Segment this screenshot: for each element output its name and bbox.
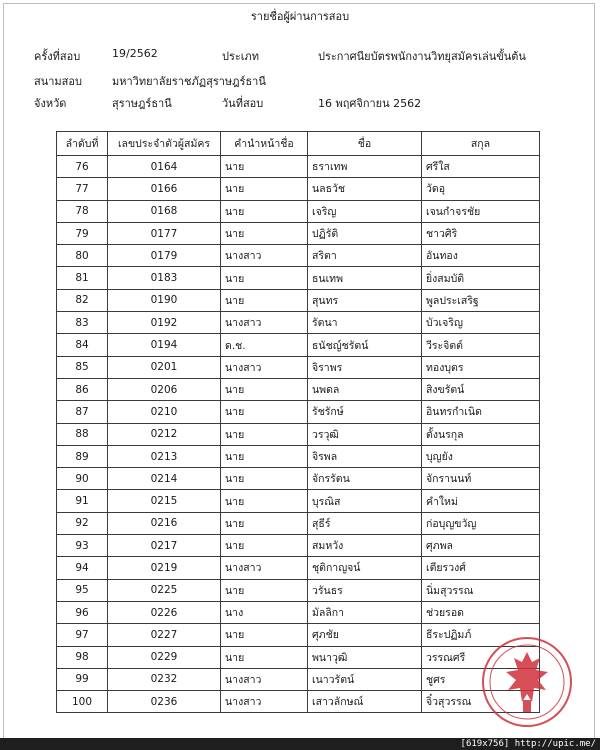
row-surname: ตั้งนรกุล [422, 423, 540, 445]
row-applicant-id: 0232 [108, 668, 221, 690]
garuda-seal-icon [474, 630, 580, 730]
row-order: 98 [57, 646, 108, 668]
table-row [57, 245, 540, 267]
row-applicant-id: 0225 [108, 579, 221, 601]
row-first-name: จิราพร [308, 356, 422, 378]
table-row [57, 557, 540, 579]
row-order: 94 [57, 557, 108, 579]
row-prefix: นางสาว [221, 356, 308, 378]
row-prefix: นาย [221, 445, 308, 467]
table-row [57, 490, 540, 512]
row-prefix: นาย [221, 200, 308, 222]
results-table [56, 131, 540, 713]
row-order: 80 [57, 245, 108, 267]
row-first-name: เจริญ [308, 200, 422, 222]
page-title: รายชื่อผู้ผ่านการสอบ [250, 10, 350, 23]
row-applicant-id: 0210 [108, 401, 221, 423]
row-first-name: วรันธร [308, 579, 422, 601]
table-row [57, 356, 540, 378]
row-surname: สิงขรัตน์ [422, 378, 540, 400]
row-prefix: นางสาว [221, 245, 308, 267]
row-applicant-id: 0194 [108, 334, 221, 356]
table-row [57, 601, 540, 623]
row-applicant-id: 0215 [108, 490, 221, 512]
row-prefix: นาย [221, 178, 308, 200]
row-applicant-id: 0192 [108, 312, 221, 334]
table-row [57, 423, 540, 445]
row-order: 87 [57, 401, 108, 423]
table-row [57, 401, 540, 423]
row-surname: นิ่มสุวรรณ [422, 579, 540, 601]
footer-strip [0, 738, 600, 750]
table-row [57, 200, 540, 222]
row-order: 78 [57, 200, 108, 222]
row-order: 92 [57, 512, 108, 534]
info-row-venue [0, 72, 600, 90]
row-surname: บุญยัง [422, 445, 540, 467]
table-row [57, 691, 540, 713]
row-prefix: นาย [221, 579, 308, 601]
header-applicant-id: เลขประจำตัวผู้สมัคร [108, 132, 221, 156]
row-prefix: ด.ช. [221, 334, 308, 356]
row-applicant-id: 0216 [108, 512, 221, 534]
row-order: 81 [57, 267, 108, 289]
row-order: 77 [57, 178, 108, 200]
row-first-name: มัลลิกา [308, 601, 422, 623]
row-applicant-id: 0214 [108, 468, 221, 490]
header-surname: สกุล [422, 132, 540, 156]
row-prefix: นาย [221, 156, 308, 178]
row-surname: เตียรวงศ์ [422, 557, 540, 579]
row-surname: ทองบุตร [422, 356, 540, 378]
table-row [57, 512, 540, 534]
info-row-round [0, 47, 600, 65]
row-first-name: สุธีร์ [308, 512, 422, 534]
row-surname: ชาวศิริ [422, 222, 540, 244]
type-label: ประเภท [222, 50, 260, 63]
row-prefix: นาง [221, 601, 308, 623]
row-applicant-id: 0190 [108, 289, 221, 311]
row-surname: ช่วยรอด [422, 601, 540, 623]
venue-value: มหาวิทยาลัยราชภัฏสุราษฎร์ธานี [112, 75, 266, 88]
row-applicant-id: 0217 [108, 535, 221, 557]
row-first-name: นพดล [308, 378, 422, 400]
table-row [57, 267, 540, 289]
row-first-name: สุนทร [308, 289, 422, 311]
row-first-name: นลธวัช [308, 178, 422, 200]
row-first-name: สริตา [308, 245, 422, 267]
row-applicant-id: 0177 [108, 222, 221, 244]
row-surname: ก่อบุญขวัญ [422, 512, 540, 534]
province-value: สุราษฎร์ธานี [112, 97, 172, 110]
row-prefix: นาย [221, 624, 308, 646]
row-surname: จิ๋วสุวรรณ [422, 691, 540, 713]
row-surname: วีระจิตต์ [422, 334, 540, 356]
row-applicant-id: 0236 [108, 691, 221, 713]
row-order: 97 [57, 624, 108, 646]
row-order: 86 [57, 378, 108, 400]
row-order: 83 [57, 312, 108, 334]
row-order: 90 [57, 468, 108, 490]
row-first-name: ธนัชญ์ชรัตน์ [308, 334, 422, 356]
province-label: จังหวัด [34, 97, 67, 110]
row-order: 89 [57, 445, 108, 467]
row-surname: อันทอง [422, 245, 540, 267]
row-order: 85 [57, 356, 108, 378]
row-prefix: นาย [221, 267, 308, 289]
row-surname: จักรานนท์ [422, 468, 540, 490]
header-first-name: ชื่อ [308, 132, 422, 156]
row-surname: บัวเจริญ [422, 312, 540, 334]
table-row [57, 289, 540, 311]
row-surname: ศุภพล [422, 535, 540, 557]
row-prefix: นางสาว [221, 312, 308, 334]
row-first-name: จักรรัตน [308, 468, 422, 490]
row-prefix: นางสาว [221, 691, 308, 713]
row-first-name: ธราเทพ [308, 156, 422, 178]
row-applicant-id: 0206 [108, 378, 221, 400]
table-row [57, 222, 540, 244]
row-order: 99 [57, 668, 108, 690]
table-row [57, 646, 540, 668]
table-row [57, 535, 540, 557]
table-row [57, 624, 540, 646]
row-prefix: นาย [221, 289, 308, 311]
row-applicant-id: 0168 [108, 200, 221, 222]
row-applicant-id: 0213 [108, 445, 221, 467]
row-prefix: นาย [221, 378, 308, 400]
row-order: 93 [57, 535, 108, 557]
info-row-province [0, 94, 600, 112]
row-first-name: จิรพล [308, 445, 422, 467]
table-row [57, 468, 540, 490]
row-applicant-id: 0164 [108, 156, 221, 178]
round-label: ครั้งที่สอบ [34, 50, 81, 63]
row-first-name: รัชรักษ์ [308, 401, 422, 423]
row-order: 100 [57, 691, 108, 713]
table-row [57, 156, 540, 178]
row-surname: อินทรกำเนิด [422, 401, 540, 423]
row-prefix: นางสาว [221, 557, 308, 579]
table-row [57, 378, 540, 400]
row-prefix: นางสาว [221, 668, 308, 690]
table-row [57, 334, 540, 356]
row-surname: คำใหม่ [422, 490, 540, 512]
row-first-name: ปฏิรัติ [308, 222, 422, 244]
footer-watermark: [619x756] http://upic.me/ [460, 739, 596, 749]
row-order: 91 [57, 490, 108, 512]
table-row [57, 312, 540, 334]
row-first-name: เสาวลักษณ์ [308, 691, 422, 713]
row-order: 79 [57, 222, 108, 244]
row-prefix: นาย [221, 468, 308, 490]
row-first-name: วรวุฒิ [308, 423, 422, 445]
row-applicant-id: 0183 [108, 267, 221, 289]
row-applicant-id: 0219 [108, 557, 221, 579]
row-surname: ชูศร [422, 668, 540, 690]
row-prefix: นาย [221, 646, 308, 668]
row-order: 76 [57, 156, 108, 178]
row-applicant-id: 0179 [108, 245, 221, 267]
table-body [57, 156, 540, 713]
date-label: วันที่สอบ [222, 97, 264, 110]
round-value: 19/2562 [112, 47, 158, 60]
row-order: 84 [57, 334, 108, 356]
row-order: 96 [57, 601, 108, 623]
row-surname: ยิ่งสมบัติ [422, 267, 540, 289]
table-row [57, 445, 540, 467]
row-first-name: รัตนา [308, 312, 422, 334]
row-surname: วัดอุ [422, 178, 540, 200]
row-surname: วรรณศรี [422, 646, 540, 668]
row-applicant-id: 0229 [108, 646, 221, 668]
row-applicant-id: 0166 [108, 178, 221, 200]
row-prefix: นาย [221, 401, 308, 423]
row-first-name: สมหวัง [308, 535, 422, 557]
row-applicant-id: 0212 [108, 423, 221, 445]
venue-label: สนามสอบ [34, 75, 82, 88]
row-prefix: นาย [221, 490, 308, 512]
row-first-name: ธนเทพ [308, 267, 422, 289]
type-value: ประกาศนียบัตรพนักงานวิทยุสมัครเล่นขั้นต้น [318, 50, 526, 63]
row-order: 95 [57, 579, 108, 601]
row-prefix: นาย [221, 535, 308, 557]
row-first-name: พนาวุฒิ [308, 646, 422, 668]
row-prefix: นาย [221, 222, 308, 244]
row-applicant-id: 0201 [108, 356, 221, 378]
row-surname: ธีระปฏิมภ์ [422, 624, 540, 646]
table-row [57, 579, 540, 601]
row-prefix: นาย [221, 512, 308, 534]
row-first-name: บุรณิส [308, 490, 422, 512]
table-row [57, 178, 540, 200]
row-first-name: ศุภชัย [308, 624, 422, 646]
row-surname: เจนกำจรชัย [422, 200, 540, 222]
row-order: 82 [57, 289, 108, 311]
header-order: ลำดับที่ [57, 132, 108, 156]
row-applicant-id: 0226 [108, 601, 221, 623]
row-surname: ศรีใส [422, 156, 540, 178]
row-surname: พูลประเสริฐ [422, 289, 540, 311]
header-prefix: คำนำหน้าชื่อ [221, 132, 308, 156]
row-first-name: ชุติกาญจน์ [308, 557, 422, 579]
date-value: 16 พฤศจิกายน 2562 [318, 97, 422, 110]
row-first-name: เนาวรัตน์ [308, 668, 422, 690]
row-applicant-id: 0227 [108, 624, 221, 646]
row-prefix: นาย [221, 423, 308, 445]
table-header-row [57, 132, 540, 156]
row-order: 88 [57, 423, 108, 445]
table-row [57, 668, 540, 690]
